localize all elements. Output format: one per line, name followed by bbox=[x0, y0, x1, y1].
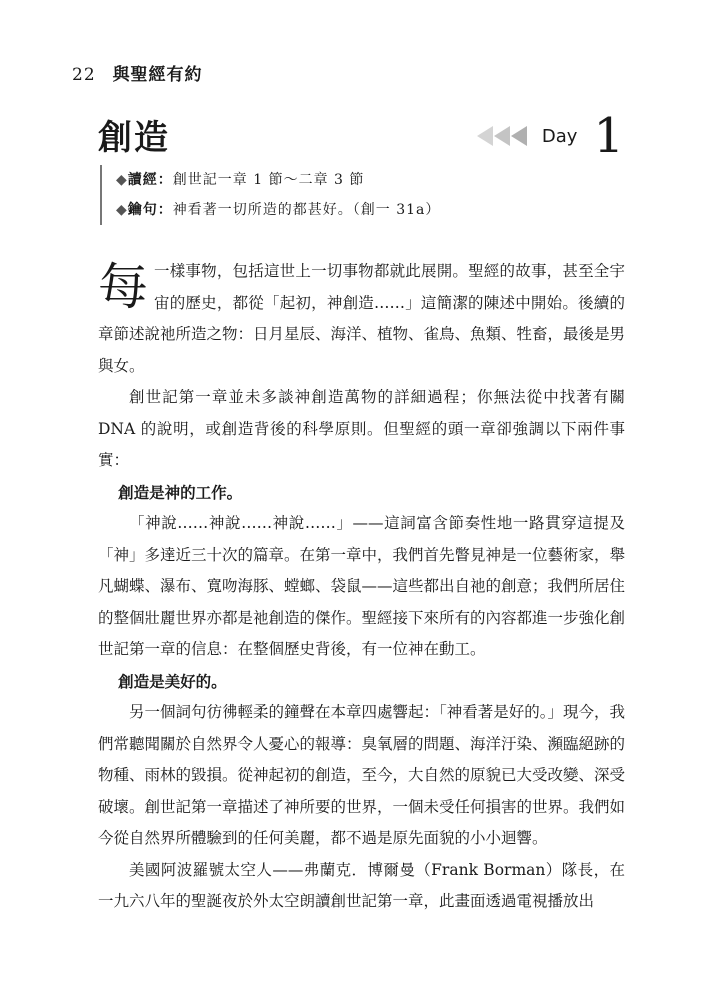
reading-label: 讀經： bbox=[127, 172, 173, 188]
key-verse-text: 神看著一切所造的都甚好。（創一 31a） bbox=[172, 202, 441, 218]
section-heading: 創造是美好的。 bbox=[118, 671, 227, 691]
reading-reference-box bbox=[100, 165, 626, 225]
paragraph-text: 一樣事物，包括這世上一切事物都就此展開。聖經的故事，甚至全宇宙的歷史，都從「起初，神創造……」這簡潔的陳述中開始。後續的章節述說祂所造之物：日月星辰、海洋、植物、雀鳥、魚類、牲畜，最後是男與女。 bbox=[98, 262, 626, 375]
paragraph: 另一個詞句彷彿輕柔的鐘聲在本章四處響起：「神看著是好的。」現今，我們常聽聞關於自然界令人憂心的報導：臭氧層的問題、海洋汙染、瀕臨絕跡的物種、雨林的毀損。從神起初的創造，至今，大自然的原貌已大受改變、深受破壞。創世記第一章描述了神所要的世界，一個未受任何損害的世界。我們如今從自然界所體驗到的任何美麗，都不過是原先面貌的小小迴響。 bbox=[98, 703, 626, 847]
day-marker bbox=[477, 108, 624, 164]
reading-text: 創世記一章 1 節～二章 3 節 bbox=[172, 172, 365, 188]
section-heading: 創造是神的工作。 bbox=[118, 482, 243, 502]
diamond-icon: ◆ bbox=[116, 202, 128, 218]
book-title: 與聖經有約 bbox=[112, 65, 203, 85]
reading-line bbox=[116, 165, 626, 195]
paragraph bbox=[98, 256, 625, 382]
key-verse-line bbox=[116, 195, 626, 225]
paragraph: 「神說……神說……神說……」——這詞富含節奏性地一路貫穿這提及「神」多達近三十次的篇章。在第一章中，我們首先瞥見神是一位藝術家，舉凡蝴蝶、瀑布、寬吻海豚、螳螂、袋鼠——這些都出自祂的創意；我們所居住的整個壯麗世界亦都是祂創造的傑作。聖經接下來所有的內容都進一步強化創世記第一章的信息：在整個歷史背後，有一位神在動工。 bbox=[98, 514, 626, 658]
triple-arrow-icon bbox=[477, 126, 528, 146]
paragraph: 創世記第一章並未多談神創造萬物的詳細過程；你無法從中找著有關 DNA 的說明，或創造背後的科學原則。但聖經的頭一章卻強調以下兩件事實： bbox=[98, 388, 625, 469]
drop-cap: 每 bbox=[98, 258, 148, 316]
day-number: 1 bbox=[593, 108, 624, 164]
running-header bbox=[72, 60, 203, 85]
paragraph: 美國阿波羅號太空人——弗蘭克．博爾曼（Frank Borman）隊長，在一九六八年的聖誕夜於外太空朗讀創世記第一章，此畫面透過電視播放出 bbox=[98, 860, 625, 910]
day-label: Day bbox=[541, 125, 578, 147]
chapter-title: 創造 bbox=[98, 118, 170, 158]
page-number: 22 bbox=[72, 65, 96, 85]
diamond-icon: ◆ bbox=[116, 172, 128, 188]
body-text bbox=[98, 256, 625, 918]
key-verse-label: 鑰句： bbox=[127, 202, 173, 218]
